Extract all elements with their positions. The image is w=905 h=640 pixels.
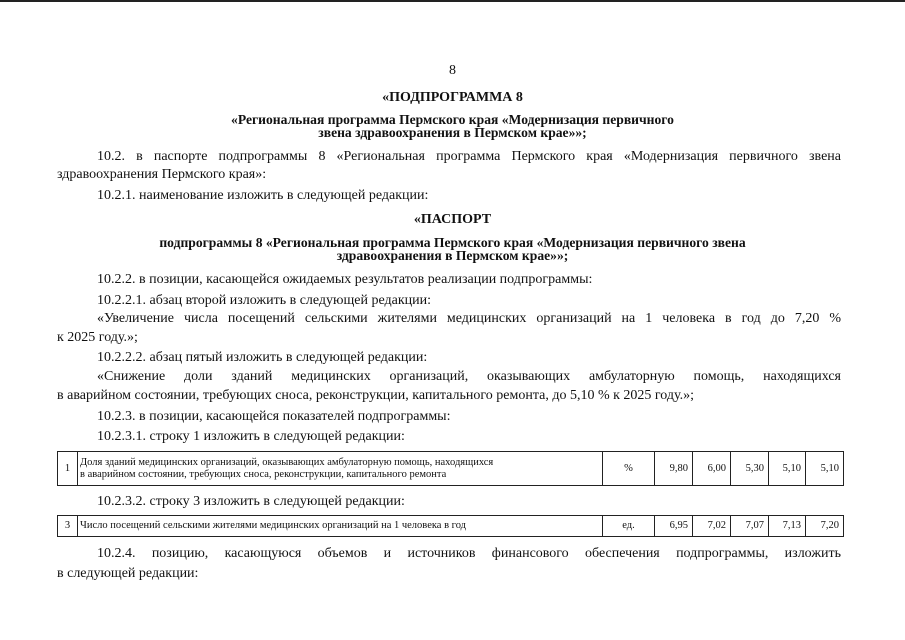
paragraph-10-2-line1: 10.2. в паспорте подпрограммы 8 «Региональная программа Пермского края «Модернизация первичного звена [97,149,841,164]
table-cell-value: 7,20 [806,516,844,537]
page-top-border [0,0,905,2]
indicator-table-row-3 [57,515,844,537]
quote-1-line1: «Увеличение числа посещений сельскими жителями медицинских организаций на 1 человека в год до 7,20 % [97,311,841,326]
table-cell-value: 7,07 [731,516,769,537]
paragraph-10-2-4-line1: 10.2.4. позицию, касающуюся объемов и источников финансового обеспечения подпрограммы, изложить [97,546,841,561]
table-cell-value: 7,13 [769,516,806,537]
indicator-name-line1: Доля зданий медицинских организаций, оказывающих амбулаторную помощь, находящихся [80,456,494,468]
passport-subtitle-line2: здравоохранения в Пермском крае»»; [336,248,569,263]
paragraph-10-2-1: 10.2.1. наименование изложить в следующей редакции: [97,188,429,203]
paragraph-10-2-4-line2: в следующей редакции: [57,566,199,581]
quote-2-line2: в аварийном состоянии, требующих сноса, реконструкции, капитального ремонта, до 5,10 % к 2025 году.»; [57,388,695,403]
indicator-name-line2: в аварийном состоянии, требующих сноса, реконструкции, капитального ремонта [80,468,447,480]
table-cell-row-number: 3 [58,516,78,537]
subprogram-subtitle-line1: «Региональная программа Пермского края «Модернизация первичного [231,112,674,127]
quote-1-line2: к 2025 году.»; [57,330,138,345]
passport-title: «ПАСПОРТ [413,212,492,227]
paragraph-10-2-line2: здравоохранения Пермского края»: [57,167,267,182]
subprogram-heading: «ПОДПРОГРАММА 8 [382,90,523,105]
table-cell-value: 6,95 [655,516,693,537]
table-cell-row-number: 1 [58,452,78,486]
table-cell-unit: ед. [603,516,655,537]
table-cell-indicator-name: Число посещений сельскими жителями медицинских организаций на 1 человека в год [78,516,603,537]
indicator-table-row-1 [57,451,844,486]
page-number: 8 [449,63,456,78]
paragraph-10-2-3-2: 10.2.3.2. строку 3 изложить в следующей редакции: [97,494,405,509]
passport-subtitle-line1: подпрограммы 8 «Региональная программа Пермского края «Модернизация первичного звена [159,235,746,250]
paragraph-10-2-2: 10.2.2. в позиции, касающейся ожидаемых результатов реализации подпрограммы: [97,272,593,287]
table-cell-value: 7,02 [693,516,731,537]
table-cell-indicator-name [78,452,603,486]
paragraph-10-2-3-1: 10.2.3.1. строку 1 изложить в следующей редакции: [97,429,405,444]
quote-2-line1: «Снижение доли зданий медицинских организаций, оказывающих амбулаторную помощь, находящихся [97,369,841,384]
paragraph-10-2-2-2: 10.2.2.2. абзац пятый изложить в следующей редакции: [97,350,428,365]
subprogram-subtitle-line2: звена здравоохранения в Пермском крае»»; [318,125,587,140]
table-cell-value: 6,00 [693,452,731,486]
paragraph-10-2-3: 10.2.3. в позиции, касающейся показателей подпрограммы: [97,409,451,424]
table-cell-value: 5,30 [731,452,769,486]
table-cell-value: 5,10 [806,452,844,486]
table-cell-unit: % [603,452,655,486]
table-cell-value: 9,80 [655,452,693,486]
paragraph-10-2-2-1: 10.2.2.1. абзац второй изложить в следующей редакции: [97,293,432,308]
table-cell-value: 5,10 [769,452,806,486]
